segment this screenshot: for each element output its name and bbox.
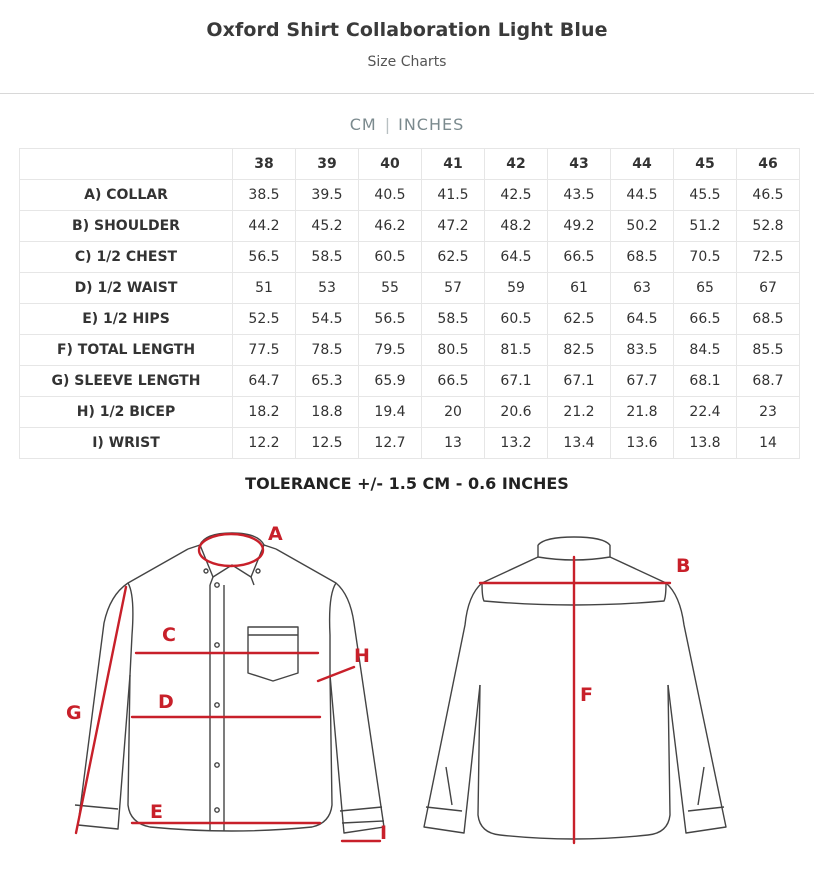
- table-cell: 39.5: [296, 180, 359, 211]
- table-cell: 67: [737, 273, 800, 304]
- table-cell: 66.5: [548, 242, 611, 273]
- table-header-row: [20, 149, 800, 180]
- table-cell: 19.4: [359, 397, 422, 428]
- label-a: A: [268, 523, 283, 545]
- table-cell: 83.5: [611, 335, 674, 366]
- table-cell: 66.5: [674, 304, 737, 335]
- table-cell: 64.5: [611, 304, 674, 335]
- size-header: 40: [359, 149, 422, 180]
- size-header: 46: [737, 149, 800, 180]
- table-cell: 55: [359, 273, 422, 304]
- table-row: [20, 273, 800, 304]
- table-cell: 20: [422, 397, 485, 428]
- size-chart-table: [19, 148, 800, 459]
- size-header: 43: [548, 149, 611, 180]
- table-row: [20, 304, 800, 335]
- table-cell: 46.2: [359, 211, 422, 242]
- table-cell: 63: [611, 273, 674, 304]
- table-cell: 18.8: [296, 397, 359, 428]
- table-row: [20, 242, 800, 273]
- table-cell: 57: [422, 273, 485, 304]
- tolerance-note: TOLERANCE +/- 1.5 CM - 0.6 INCHES: [245, 474, 569, 493]
- label-b: B: [676, 555, 691, 577]
- table-cell: 80.5: [422, 335, 485, 366]
- table-cell: 52.8: [737, 211, 800, 242]
- table-cell: 65.9: [359, 366, 422, 397]
- table-cell: 38.5: [233, 180, 296, 211]
- table-cell: 12.5: [296, 428, 359, 459]
- table-cell: 23: [737, 397, 800, 428]
- table-cell: 22.4: [674, 397, 737, 428]
- size-header: 39: [296, 149, 359, 180]
- page-header: [0, 0, 814, 94]
- table-cell: 40.5: [359, 180, 422, 211]
- table-cell: 46.5: [737, 180, 800, 211]
- table-cell: 43.5: [548, 180, 611, 211]
- size-header: 42: [485, 149, 548, 180]
- label-c: C: [162, 624, 176, 646]
- table-cell: 13.2: [485, 428, 548, 459]
- table-cell: 41.5: [422, 180, 485, 211]
- table-cell: 60.5: [359, 242, 422, 273]
- table-cell: 56.5: [233, 242, 296, 273]
- table-cell: 81.5: [485, 335, 548, 366]
- table-cell: 70.5: [674, 242, 737, 273]
- header-cell-empty: [20, 149, 233, 180]
- label-e: E: [150, 801, 163, 823]
- table-cell: 82.5: [548, 335, 611, 366]
- table-cell: 21.2: [548, 397, 611, 428]
- table-cell: 72.5: [737, 242, 800, 273]
- unit-inches-button[interactable]: INCHES: [398, 115, 465, 134]
- table-cell: 13.8: [674, 428, 737, 459]
- table-cell: 79.5: [359, 335, 422, 366]
- table-cell: 61: [548, 273, 611, 304]
- table-cell: 51.2: [674, 211, 737, 242]
- table-row: [20, 180, 800, 211]
- table-cell: 12.7: [359, 428, 422, 459]
- table-cell: 47.2: [422, 211, 485, 242]
- measurement-letter-labels: [66, 523, 690, 844]
- table-cell: 13.6: [611, 428, 674, 459]
- table-cell: 78.5: [296, 335, 359, 366]
- table-cell: 56.5: [359, 304, 422, 335]
- page-title: Oxford Shirt Collaboration Light Blue: [206, 19, 608, 41]
- size-header: 44: [611, 149, 674, 180]
- table-cell: 68.5: [611, 242, 674, 273]
- unit-cm-button[interactable]: CM: [349, 115, 377, 134]
- table-cell: 68.7: [737, 366, 800, 397]
- table-cell: 64.5: [485, 242, 548, 273]
- table-cell: 65.3: [296, 366, 359, 397]
- row-label: I) WRIST: [20, 428, 233, 459]
- unit-toggle: [0, 115, 814, 134]
- table-cell: 21.8: [611, 397, 674, 428]
- table-row: [20, 397, 800, 428]
- page-subtitle: Size Charts: [367, 54, 447, 70]
- table-cell: 67.1: [548, 366, 611, 397]
- table-cell: 68.5: [737, 304, 800, 335]
- table-cell: 64.7: [233, 366, 296, 397]
- table-row: [20, 211, 800, 242]
- row-label: E) 1/2 HIPS: [20, 304, 233, 335]
- row-label: A) COLLAR: [20, 180, 233, 211]
- table-cell: 84.5: [674, 335, 737, 366]
- table-cell: 13: [422, 428, 485, 459]
- table-cell: 12.2: [233, 428, 296, 459]
- table-cell: 62.5: [548, 304, 611, 335]
- table-cell: 58.5: [422, 304, 485, 335]
- table-cell: 65: [674, 273, 737, 304]
- row-label: B) SHOULDER: [20, 211, 233, 242]
- label-g: G: [66, 702, 82, 724]
- measure-sleeve-length: [76, 587, 126, 833]
- table-cell: 60.5: [485, 304, 548, 335]
- table-cell: 49.2: [548, 211, 611, 242]
- row-label: D) 1/2 WAIST: [20, 273, 233, 304]
- table-cell: 66.5: [422, 366, 485, 397]
- table-cell: 45.2: [296, 211, 359, 242]
- table-cell: 51: [233, 273, 296, 304]
- label-d: D: [158, 691, 174, 713]
- row-label: C) 1/2 CHEST: [20, 242, 233, 273]
- table-cell: 52.5: [233, 304, 296, 335]
- table-row: [20, 366, 800, 397]
- label-i: I: [380, 822, 388, 844]
- table-cell: 54.5: [296, 304, 359, 335]
- size-header: 45: [674, 149, 737, 180]
- table-cell: 68.1: [674, 366, 737, 397]
- size-header: 38: [233, 149, 296, 180]
- table-cell: 42.5: [485, 180, 548, 211]
- table-cell: 67.7: [611, 366, 674, 397]
- table-cell: 59: [485, 273, 548, 304]
- table-cell: 67.1: [485, 366, 548, 397]
- front-shirt-outline: [75, 533, 384, 833]
- table-cell: 77.5: [233, 335, 296, 366]
- table-cell: 44.5: [611, 180, 674, 211]
- table-cell: 62.5: [422, 242, 485, 273]
- row-label: G) SLEEVE LENGTH: [20, 366, 233, 397]
- size-header: 41: [422, 149, 485, 180]
- row-label: H) 1/2 BICEP: [20, 397, 233, 428]
- table-cell: 44.2: [233, 211, 296, 242]
- table-cell: 48.2: [485, 211, 548, 242]
- row-label: F) TOTAL LENGTH: [20, 335, 233, 366]
- shirt-measurement-diagram: [0, 505, 814, 893]
- table-cell: 53: [296, 273, 359, 304]
- label-h: H: [354, 645, 370, 667]
- measure-collar: [199, 534, 263, 566]
- table-cell: 58.5: [296, 242, 359, 273]
- table-cell: 13.4: [548, 428, 611, 459]
- table-row: [20, 428, 800, 459]
- table-cell: 20.6: [485, 397, 548, 428]
- table-cell: 18.2: [233, 397, 296, 428]
- table-cell: 85.5: [737, 335, 800, 366]
- table-cell: 14: [737, 428, 800, 459]
- table-cell: 45.5: [674, 180, 737, 211]
- unit-separator: |: [384, 115, 391, 134]
- label-f: F: [580, 684, 593, 706]
- table-row: [20, 335, 800, 366]
- table-cell: 50.2: [611, 211, 674, 242]
- measure-bicep: [318, 667, 354, 681]
